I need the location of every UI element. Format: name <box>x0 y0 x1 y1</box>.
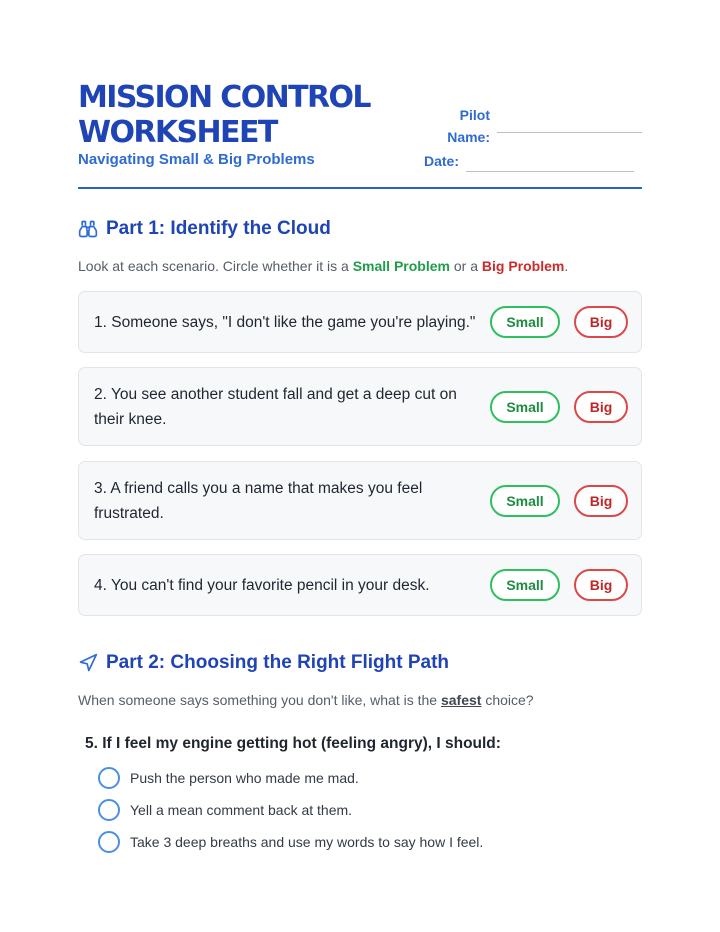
worksheet-subtitle: Navigating Small & Big Problems <box>78 151 315 168</box>
instruction-text: choice? <box>481 692 534 708</box>
title-line-1: MISSION CONTROL <box>78 80 370 115</box>
worksheet-header <box>78 80 642 189</box>
answer-option-1[interactable] <box>98 767 359 789</box>
scenario-text: 2. You see another student fall and get a deep cut on their knee. <box>94 386 457 428</box>
worksheet-title <box>78 80 418 150</box>
small-problem-button[interactable]: Small <box>490 485 560 517</box>
option-label: Take 3 deep breaths and use my words to say how I feel. <box>130 834 484 850</box>
question-5: 5. If I feel my engine getting hot (feeling angry), I should: <box>85 735 501 752</box>
part1-instructions <box>78 258 568 274</box>
title-line-2: WORKSHEET <box>78 115 277 150</box>
scenario-text: 4. You can't find your favorite pencil in your desk. <box>94 577 430 594</box>
part2-heading <box>78 652 449 674</box>
part1-heading <box>78 218 331 240</box>
instruction-text: . <box>564 258 569 274</box>
pilot-label-line-1: Pilot <box>459 107 490 123</box>
big-problem-button[interactable]: Big <box>574 569 628 601</box>
answer-option-3[interactable] <box>98 831 483 853</box>
instruction-text: or a <box>449 258 482 274</box>
part2-instructions <box>78 692 534 708</box>
date-label: Date: <box>424 153 460 169</box>
scenario-text: 1. Someone says, "I don't like the game you're playing." <box>94 314 476 331</box>
big-problem-label: Big Problem <box>481 258 565 274</box>
option-label: Yell a mean comment back at them. <box>130 802 353 818</box>
navigation-arrow-icon <box>78 653 98 673</box>
big-problem-button[interactable]: Big <box>574 485 628 517</box>
scenario-card-3 <box>78 461 642 540</box>
safest-emphasis: safest <box>440 692 482 708</box>
pilot-name-field[interactable] <box>497 132 642 133</box>
date-field[interactable] <box>466 171 634 172</box>
small-problem-button[interactable]: Small <box>490 391 560 423</box>
part1-title: Part 1: Identify the Cloud <box>106 218 331 239</box>
option-label: Push the person who made me mad. <box>130 770 359 786</box>
big-problem-button[interactable]: Big <box>574 306 628 338</box>
small-problem-button[interactable]: Small <box>490 569 560 601</box>
pilot-name-label <box>438 104 490 148</box>
part2-title: Part 2: Choosing the Right Flight Path <box>106 652 450 673</box>
answer-option-2[interactable] <box>98 799 352 821</box>
instruction-text: Look at each scenario. Circle whether it is a <box>78 258 353 274</box>
scenario-card-1 <box>78 291 642 353</box>
binoculars-icon <box>78 219 98 239</box>
scenario-card-4 <box>78 554 642 616</box>
radio-button[interactable] <box>98 831 120 853</box>
radio-button[interactable] <box>98 799 120 821</box>
radio-button[interactable] <box>98 767 120 789</box>
scenario-card-2 <box>78 367 642 446</box>
small-problem-label: Small Problem <box>352 258 450 274</box>
pilot-label-line-2: Name: <box>447 129 490 145</box>
scenario-text: 3. A friend calls you a name that makes you feel frustrated. <box>94 480 423 522</box>
big-problem-button[interactable]: Big <box>574 391 628 423</box>
small-problem-button[interactable]: Small <box>490 306 560 338</box>
instruction-text: When someone says something you don't like, what is the <box>78 692 441 708</box>
